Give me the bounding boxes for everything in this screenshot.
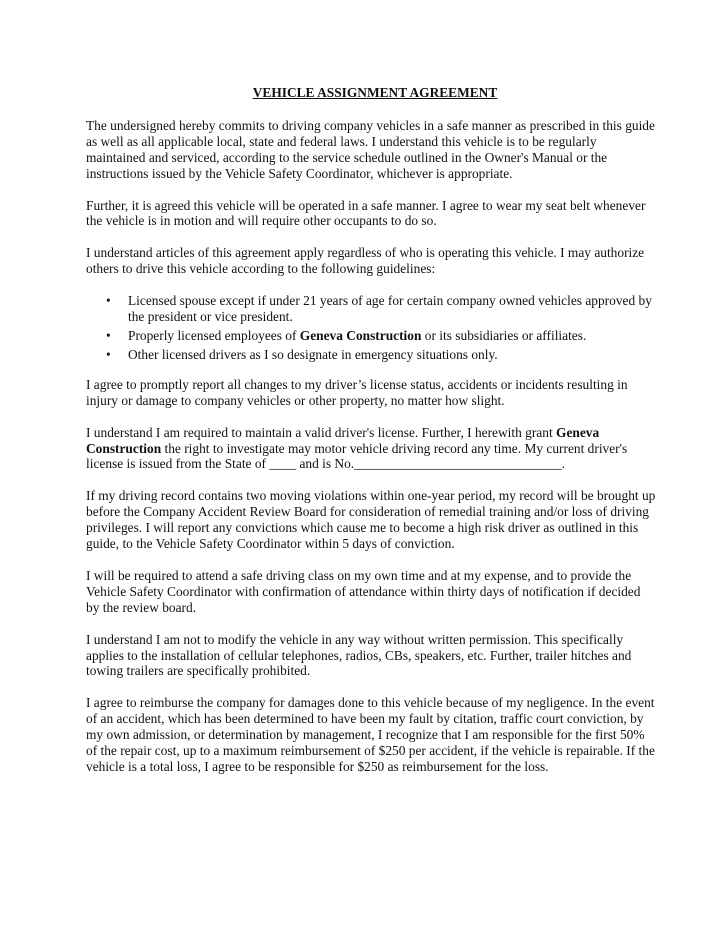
paragraph-driving-class: I will be required to attend a safe driving class on my own time and at my expense, and to provide the Vehicle Safety Coordinator with confirmation of attendance within thirty days of notification if decided by the review board.: [86, 567, 641, 615]
paragraph-safe-operation: Further, it is agreed this vehicle will be operated in a safe manner. I agree to wear my seat belt whenever the vehicle is in motion and will require other occupants to do so.: [86, 197, 646, 229]
bullet-icon: •: [106, 327, 111, 343]
guideline-text: Other licensed drivers as I so designate in emergency situations only.: [128, 346, 498, 362]
paragraph-authorization: I understand articles of this agreement apply regardless of who is operating this vehicle. I may authorize others to drive this vehicle according to the following guidelines:: [86, 245, 645, 277]
guideline-item-spouse: [106, 293, 656, 325]
guidelines-list: [86, 293, 656, 363]
paragraph-reimbursement: I agree to reimburse the company for damages done to this vehicle because of my negligence. In the event of an accident, which has been determined to have been my fault by citation, traffic court conviction, by my own admission, or determination by management, I recognize that I am responsible for the first 50% of the repair cost, up to a maximum reimbursement of $250 per accident, if the vehicle is repairable. If the vehicle is a total loss, I agree to be responsible for $250 as reimbursement for the loss.: [86, 695, 655, 774]
bullet-icon: •: [106, 293, 111, 309]
license-text-after: the right to investigate may motor vehicle driving record any time. My current driver's license is issued from the State of ____ and is No._______________________________.: [86, 440, 628, 472]
company-name: Geneva Construction: [86, 424, 600, 456]
bullet-icon: •: [106, 346, 111, 362]
guideline-text-before: Properly licensed employees of: [128, 327, 300, 343]
guideline-text-after: or its subsidiaries or affiliates.: [421, 327, 587, 343]
paragraph-commitment: The undersigned hereby commits to driving company vehicles in a safe manner as prescribed in this guide as well as all applicable local, state and federal laws. I understand this vehicle is to be regularly maintained and serviced, according to the service schedule outlined in the Owner's Manual or the instructions issued by the Vehicle Safety Coordinator, whichever is appropriate.: [86, 117, 655, 181]
guideline-item-emergency: [106, 346, 656, 363]
paragraph-violations: If my driving record contains two moving violations within one-year period, my record will be brought up before the Company Accident Review Board for consideration of remedial training and/or loss of driving privileges. I will report any convictions which cause me to become a high risk driver as outlined in this guide, to the Vehicle Safety Coordinator within 5 days of conviction.: [86, 488, 656, 552]
agreement-document: [86, 85, 656, 791]
license-text-before: I understand I am required to maintain a valid driver's license. Further, I herewith grant: [86, 424, 557, 440]
company-name: Geneva Construction: [299, 327, 422, 343]
paragraph-reporting: I agree to promptly report all changes to my driver’s license status, accidents or incidents resulting in injury or damage to company vehicles or other property, no matter how slight.: [86, 376, 628, 408]
document-title: VEHICLE ASSIGNMENT AGREEMENT: [252, 85, 498, 100]
guideline-text: Licensed spouse except if under 21 years of age for certain company owned vehicles approved by the president or vice president.: [128, 293, 652, 325]
guideline-item-employees: [106, 327, 656, 344]
paragraph-modifications: I understand I am not to modify the vehicle in any way without written permission. This specifically applies to the installation of cellular telephones, radios, CBs, speakers, etc. Further, trailer hitches and towing trailers are specifically prohibited.: [86, 631, 632, 679]
paragraph-license: [86, 425, 656, 473]
